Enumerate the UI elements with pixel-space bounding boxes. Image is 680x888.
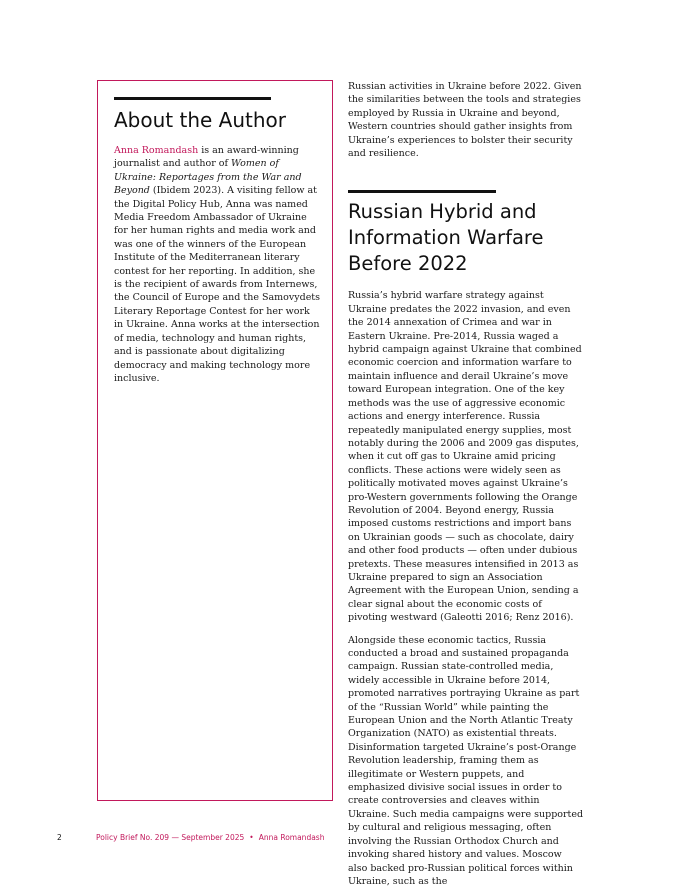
book-title: Women of Ukraine: Reportages from the War and Beyond bbox=[114, 158, 302, 197]
author-sidebar-box bbox=[97, 80, 333, 801]
main-column bbox=[348, 80, 584, 888]
section-heading: Russian Hybrid and Information Warfare Before 2022 bbox=[348, 200, 544, 276]
body-paragraph-1: Russia’s hybrid warfare strategy against Ukraine predates the 2022 invasion, and even the 2014 annexation of Crimea and war in Eastern Ukraine. Pre-2014, Russia waged a hybrid campaign against Ukraine that combined economic coercion and information warfare to maintain influence and derail Ukraine’s move toward European integration. One of the key methods was the use of aggressive economic actions and energy interference. Russia repeatedly manipulated energy supplies, most notably during the 2006 and 2009 gas disputes, when it cut off gas to Ukraine amid pricing conflicts. These actions were widely seen as politically motivated moves against Ukraine’s pro-Western governments following the Orange Revolution of 2004. Beyond energy, Russia imposed customs restrictions and import bans on Ukrainian goods — such as chocolate, dairy and other food products — often under dubious pretexts. These measures intensified in 2013 as Ukraine prepared to sign an Association Agreement with the European Union, sending a clear signal about the economic costs of pivoting westward (Galeotti 2016; Renz 2016). bbox=[348, 290, 582, 624]
footer-publication: Policy Brief No. 209 — September 2025 bbox=[96, 833, 245, 842]
body-paragraph-2: Alongside these economic tactics, Russia conducted a broad and sustained propaganda campaign. Russian state-controlled media, widely accessible in Ukraine before 2014, promoted narratives portraying Ukraine as part of the “Russian World” while painting the European Union and the North Atlantic Treaty Organization (NATO) as existential threats. Disinformation targeted Ukraine’s post-Orange Revolution leadership, framing them as illegitimate or Western puppets, and emphasized divisive social issues in order to create controversies and cleaves within Ukraine. Such media campaigns were supported by cultural and religious messaging, often involving the Russian Orthodox Church and invoking shared history and values. Moscow also backed pro-Russian political forces within Ukraine, such as the bbox=[348, 634, 584, 887]
author-heading: About the Author bbox=[114, 108, 287, 132]
author-bio-text-1: is an award-winning journalist and author of bbox=[114, 145, 299, 170]
section-heading-rule bbox=[348, 190, 496, 193]
page-footer bbox=[0, 832, 680, 844]
page-number: 2 bbox=[57, 833, 62, 842]
footer-author: Anna Romandash bbox=[258, 833, 325, 842]
author-bio bbox=[114, 144, 320, 385]
author-name: Anna Romandash bbox=[114, 145, 199, 156]
author-heading-rule bbox=[114, 97, 271, 100]
author-bio-text-2: (Ibidem 2023). A visiting fellow at the Digital Policy Hub, Anna was named Media Freedom Ambassador of Ukraine for her human rights and media work and was one of the winners of the European Institute of the Mediterranean literary contest for her reporting. In addition, she is the recipient of awards from Internews, the Council of Europe and the Samovydets Literary Reportage Contest for her work in Ukraine. Anna works at the intersection of media, technology and human rights, and is passionate about digitalizing democracy and making technology more inclusive. bbox=[114, 185, 321, 384]
intro-paragraph: Russian activities in Ukraine before 2022. Given the similarities between the tools and strategies employed by Russia in Ukraine and beyond, Western countries should gather insights from Ukraine’s experiences to bolster their security and resilience. bbox=[348, 81, 582, 160]
footer-running-title bbox=[96, 832, 324, 844]
footer-separator: • bbox=[249, 833, 254, 842]
